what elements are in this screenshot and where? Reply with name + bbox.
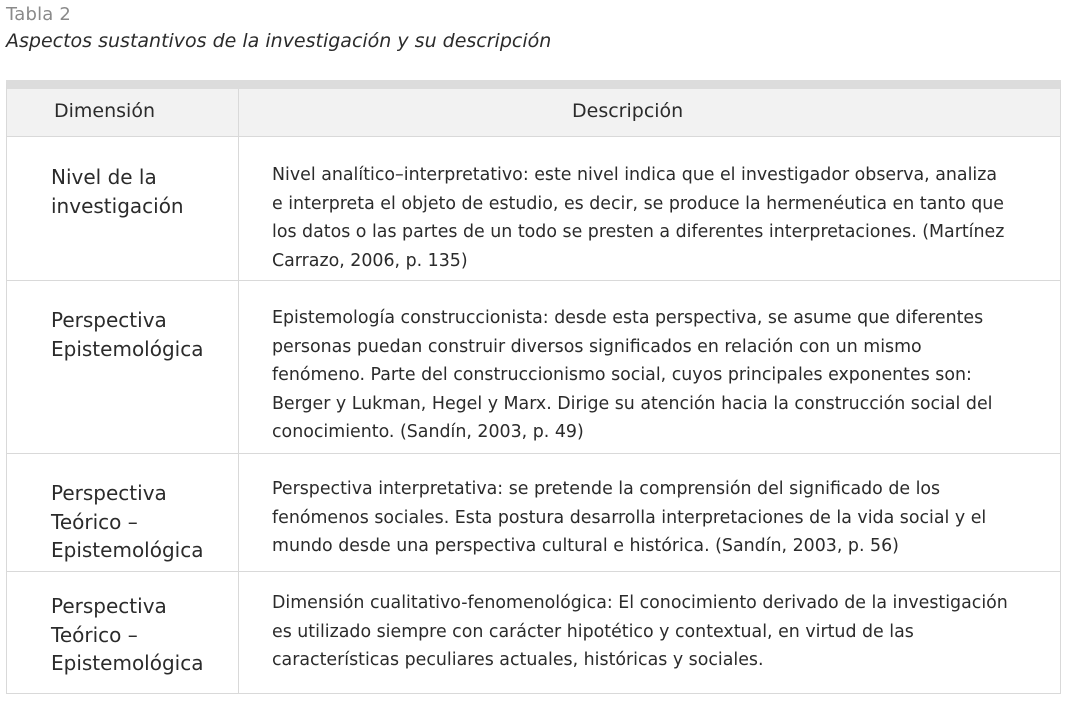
dimension-text: Nivel de la investigación	[51, 165, 184, 218]
header-cell-description	[239, 89, 1060, 136]
description-cell	[239, 572, 1060, 694]
dimension-cell	[7, 454, 239, 571]
description-text: Dimensión cualitativo-fenomenológica: El conocimiento derivado de la investigación es utilizado siempre con carácter hipotético y contextual, en virtud de las características peculiares actuales, históricas y sociales.	[272, 593, 1008, 671]
dimension-cell	[7, 137, 239, 280]
description-cell	[239, 454, 1060, 571]
description-text: Epistemología construccionista: desde esta perspectiva, se asume que diferentes personas puedan construir diversos significados en relación con un mismo fenómeno. Parte del construccionismo social, cuyos principales exponentes son: Berger y Lukman, Hegel y Marx. Dirige su atención hacia la construcción social del conocimiento. (Sandín, 2003, p. 49)	[272, 308, 993, 443]
header-dimension-label: Dimensión	[54, 100, 155, 122]
table-header-row	[7, 89, 1060, 137]
table-row	[7, 137, 1060, 281]
description-cell	[239, 281, 1060, 453]
header-cell-dimension	[7, 89, 239, 136]
table-row	[7, 281, 1060, 454]
table-title: Aspectos sustantivos de la investigación y su descripción	[6, 30, 552, 52]
dimension-text: Perspectiva Teórico – Epistemológica	[51, 594, 204, 675]
data-table	[6, 80, 1061, 694]
dimension-cell	[7, 281, 239, 453]
description-text: Perspectiva interpretativa: se pretende la comprensión del significado de los fenómenos sociales. Esta postura desarrolla interpretaciones de la vida social y el mundo desde una perspectiva cultural e histórica. (Sandín, 2003, p. 56)	[272, 479, 987, 557]
description-text: Nivel analítico–interpretativo: este nivel indica que el investigador observa, analiza e interpreta el objeto de estudio, es decir, se produce la hermenéutica en tanto que los datos o las partes de un todo se presten a diferentes interpretaciones. (Martínez Carrazo, 2006, p. 135)	[272, 165, 1005, 271]
header-description-label: Descripción	[572, 100, 684, 122]
table-row	[7, 572, 1060, 694]
description-cell	[239, 137, 1060, 280]
table-number-label: Tabla 2	[6, 4, 72, 25]
dimension-text: Perspectiva Epistemológica	[51, 308, 204, 361]
dimension-text: Perspectiva Teórico – Epistemológica	[51, 481, 204, 562]
dimension-cell	[7, 572, 239, 694]
table-row	[7, 454, 1060, 572]
